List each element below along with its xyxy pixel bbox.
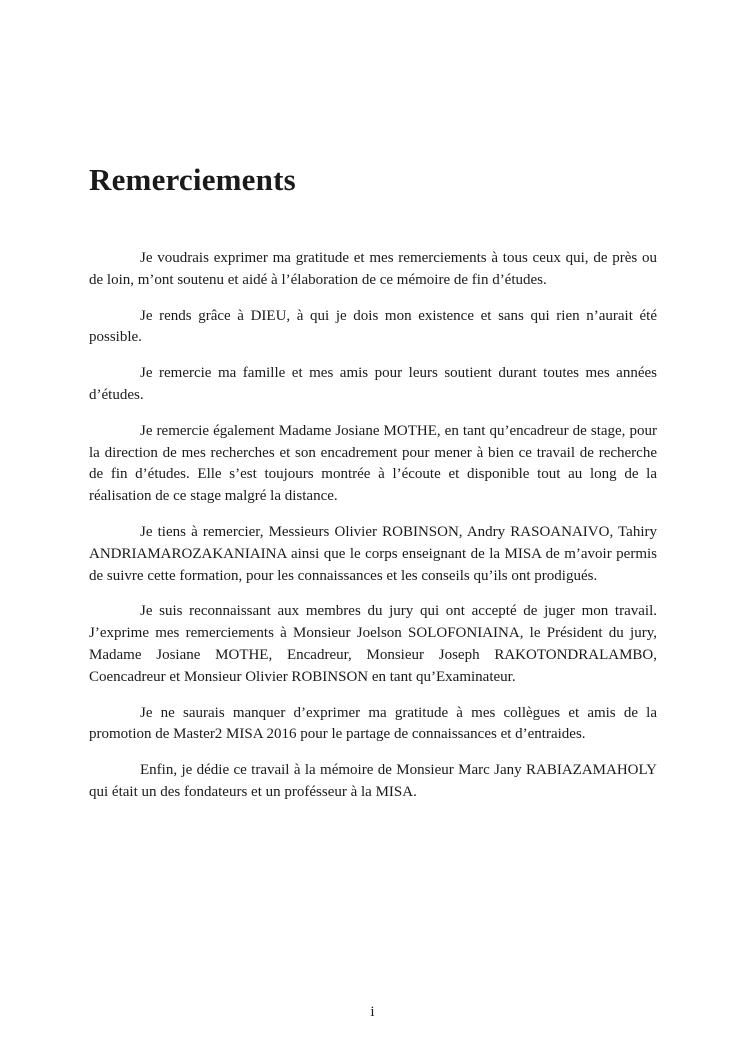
paragraph: Je ne saurais manquer d’exprimer ma gratitude à mes collègues et amis de la promotion de Master2 MISA 2016 pour le partage de connaissances et d’entraides. <box>89 704 657 743</box>
paragraph: Je tiens à remercier, Messieurs Olivier ROBINSON, Andry RASOANAIVO, Tahiry ANDRIAMAROZAKANIAINA ainsi que le corps enseignant de la MISA de m’avoir permis de suivre cette formation, pour les connaissances et les conseils qu’ils ont prodigués. <box>89 523 657 584</box>
page-number: i <box>370 1004 375 1020</box>
acknowledgements-text <box>89 248 657 804</box>
page-body <box>89 160 657 818</box>
paragraph: Je rends grâce à DIEU, à qui je dois mon existence et sans qui rien n’aurait été possible. <box>89 307 657 346</box>
paragraph: Enfin, je dédie ce travail à la mémoire de Monsieur Marc Jany RABIAZAMAHOLY qui était un des fondateurs et un profésseur à la MISA. <box>89 762 657 800</box>
paragraph: Je suis reconnaissant aux membres du jury qui ont accepté de juger mon travail. J’exprime mes remerciements à Monsieur Joelson SOLOFONIAINA, le Président du jury, Madame Josiane MOTHE, Encadreur, Monsieur Joseph RAKOTONDRALAMBO, Coencadreur et Monsieur Olivier ROBINSON en tant qu’Examinateur. <box>89 603 657 685</box>
paragraph: Je remercie également Madame Josiane MOTHE, en tant qu’encadreur de stage, pour la direction de mes recherches et son encadrement pour mener à bien ce travail de recherche de fin d’études. Elle s’est toujours montrée à l’écoute et disponible tout au long de la réalisation de ce stage malgré la distance. <box>89 422 657 505</box>
paragraph: Je remercie ma famille et mes amis pour leurs soutient durant toutes mes années d’études. <box>89 365 657 403</box>
paragraph: Je voudrais exprimer ma gratitude et mes remerciements à tous ceux qui, de près ou de loin, m’ont soutenu et aidé à l’élaboration de ce mémoire de fin d’études. <box>89 250 657 288</box>
chapter-title: Remerciements <box>89 162 296 197</box>
